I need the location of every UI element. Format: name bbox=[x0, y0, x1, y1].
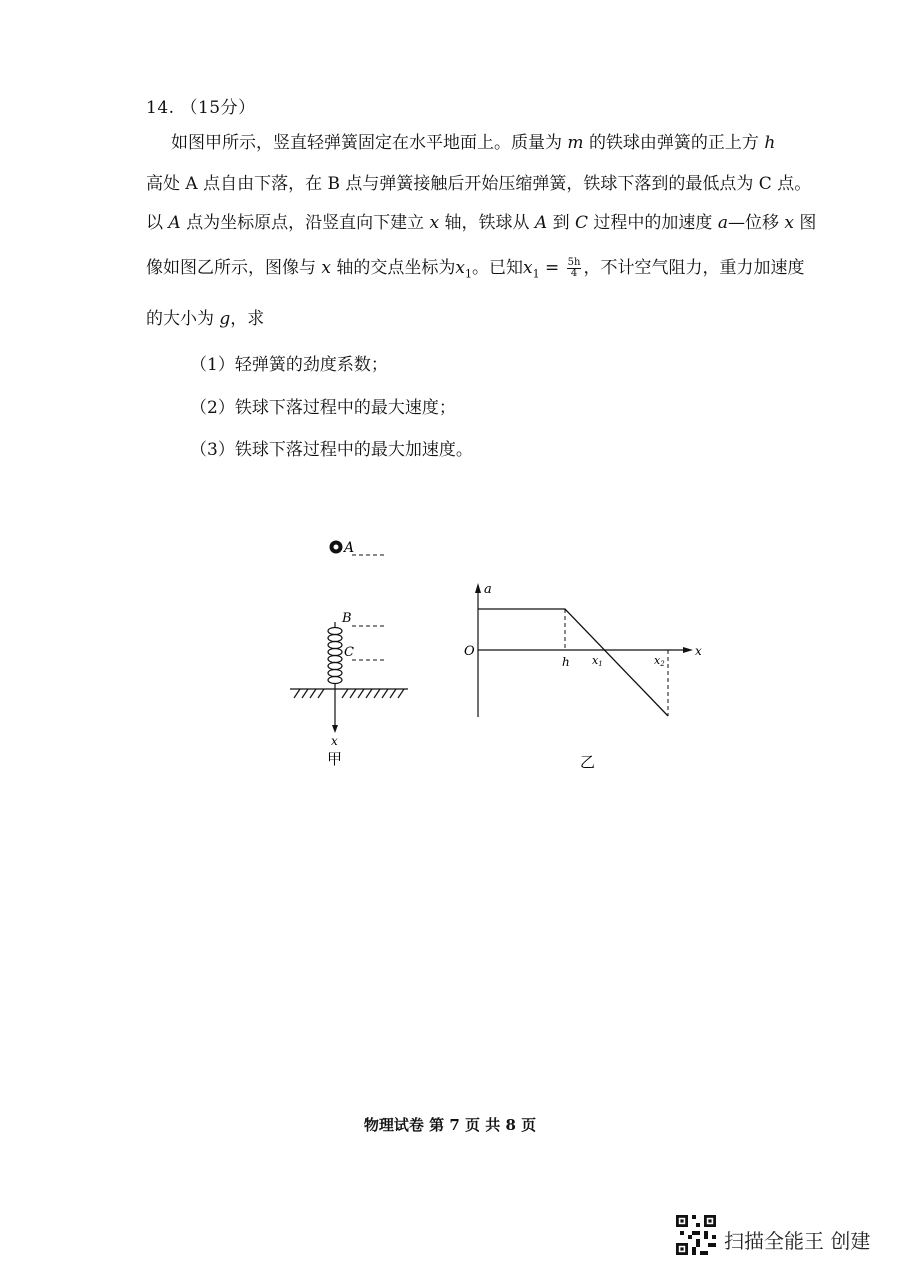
question-line-2: 高处 A 点自由下落，在 B 点与弹簧接触后开始压缩弹簧，铁球下落到的最低点为 C 点。 bbox=[146, 174, 812, 194]
label-h: h bbox=[562, 655, 570, 669]
subquestion-1: （1）轻弹簧的劲度系数； bbox=[190, 355, 388, 375]
a-axis-arrow bbox=[475, 583, 481, 593]
page-footer: 物理试卷 第 7 页 共 8 页 bbox=[363, 1116, 537, 1134]
subquestion-2: （2）铁球下落过程中的最大速度； bbox=[190, 398, 456, 418]
question-line-3: 以 A 点为坐标原点，沿竖直向下建立 x 轴，铁球从 A 到 C 过程中的加速度 a—位移 x 图 bbox=[146, 213, 817, 233]
figure-jia bbox=[280, 530, 420, 775]
caption-jia: 甲 bbox=[327, 750, 343, 768]
label-a: a bbox=[484, 582, 492, 597]
x-axis-arrow bbox=[683, 647, 693, 653]
label-x2: x2 bbox=[654, 654, 665, 668]
spring bbox=[328, 622, 342, 684]
fraction-5h-4: $\frac{5h}{4}$ bbox=[567, 257, 581, 279]
question-line-1: 如图甲所示，竖直轻弹簧固定在水平地面上。质量为 m 的铁球由弹簧的正上方 h bbox=[171, 133, 776, 153]
scanner-watermark: 扫描全能王 创建 bbox=[724, 1229, 871, 1253]
label-A: A bbox=[344, 540, 355, 556]
caption-yi: 乙 bbox=[580, 753, 596, 771]
label-x1: x1 bbox=[592, 654, 603, 668]
label-B: B bbox=[342, 611, 352, 626]
subquestion-3: （3）铁球下落过程中的最大加速度。 bbox=[190, 440, 473, 460]
a-x-graph-line bbox=[478, 609, 668, 716]
ground bbox=[290, 689, 408, 698]
figure-yi bbox=[455, 575, 705, 775]
label-x-axis: x bbox=[695, 644, 702, 658]
label-O: O bbox=[464, 644, 475, 659]
question-line-5: 的大小为 g，求 bbox=[146, 309, 265, 329]
question-number: 14. bbox=[146, 98, 175, 118]
label-x: x bbox=[331, 734, 338, 748]
qr-code-icon bbox=[676, 1215, 716, 1255]
question-header bbox=[146, 93, 256, 118]
question-line-4: 像如图乙所示，图像与 x 轴的交点坐标为$x_1$。已知$x_1$ = $\frac{5h}{4}$ ，不计空气阻力，重力加速度 bbox=[146, 257, 805, 281]
label-C: C bbox=[344, 645, 354, 660]
x-axis-arrow bbox=[332, 725, 338, 733]
question-score: （15分） bbox=[180, 98, 256, 118]
